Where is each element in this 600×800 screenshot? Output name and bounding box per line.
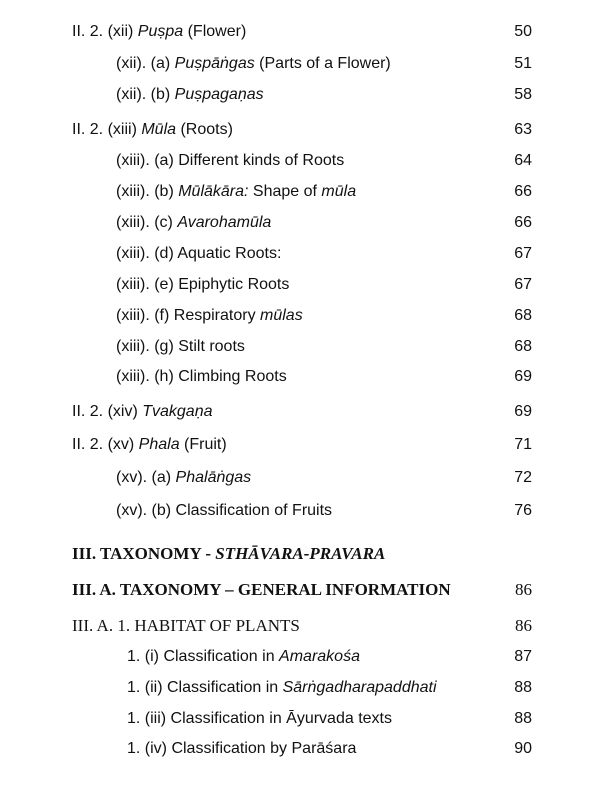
page-number: 90 — [514, 740, 532, 757]
entry-text: (xii). (b) Puṣpagaṇas — [116, 86, 264, 103]
page-number: 66 — [514, 183, 532, 200]
page-number: 66 — [514, 214, 532, 231]
toc-entry-mula — [0, 117, 600, 143]
page-number: 67 — [514, 245, 532, 262]
entry-text: (xiii). (g) Stilt roots — [116, 338, 245, 355]
entry-text: (xiii). (b) Mūlākāra: Shape of mūla — [116, 183, 357, 200]
entry-text: (xiii). (a) Different kinds of Roots — [116, 152, 345, 169]
toc-entry-kinds-of-roots — [0, 148, 600, 174]
heading-text: III. TAXONOMY - STHĀVARA-PRAVARA — [72, 544, 386, 563]
page-number: 72 — [514, 469, 532, 486]
toc-entry-parasara — [0, 736, 600, 762]
toc-entry-classification-of-fruits — [0, 498, 600, 524]
toc-entry-mulakara — [0, 179, 600, 205]
entry-text: 1. (i) Classification in Amarakośa — [127, 648, 360, 665]
toc-entry-pushpa — [0, 19, 600, 45]
entry-text: (xiii). (c) Avarohamūla — [116, 214, 272, 231]
toc-entry-stilt-roots — [0, 334, 600, 360]
toc-heading-general-information — [0, 577, 600, 603]
toc-entry-phalangas — [0, 465, 600, 491]
page-number: 63 — [514, 121, 532, 138]
toc-entry-pushpaganas — [0, 82, 600, 108]
page-number: 69 — [514, 368, 532, 385]
page-number: 69 — [514, 403, 532, 420]
entry-text: (xiii). (e) Epiphytic Roots — [116, 276, 290, 293]
page-number: 88 — [514, 710, 532, 727]
entry-text: (xv). (a) Phalāṅgas — [116, 469, 252, 486]
entry-text: 1. (iii) Classification in Āyurvada texts — [127, 710, 392, 727]
entry-text: 1. (iv) Classification by Parāśara — [127, 740, 357, 757]
toc-entry-amarakosa — [0, 644, 600, 670]
toc-entry-aquatic-roots — [0, 241, 600, 267]
entry-text: II. 2. (xiv) Tvakgaṇa — [72, 403, 213, 420]
toc-entry-sarngadharapaddhati — [0, 675, 600, 701]
entry-text: (xiii). (h) Climbing Roots — [116, 368, 287, 385]
entry-text: II. 2. (xii) Puṣpa (Flower) — [72, 23, 247, 40]
entry-text: (xii). (a) Puṣpāṅgas (Parts of a Flower) — [116, 55, 391, 72]
page-number: 86 — [515, 616, 532, 635]
entry-text: III. A. 1. HABITAT OF PLANTS — [72, 616, 300, 635]
toc-entry-tvakgana — [0, 399, 600, 425]
toc-entry-habitat-of-plants — [0, 613, 600, 639]
entry-text: II. 2. (xv) Phala (Fruit) — [72, 436, 227, 453]
page-number: 67 — [514, 276, 532, 293]
toc-entry-avarohamula — [0, 210, 600, 236]
page-number: 58 — [514, 86, 532, 103]
toc-entry-phala — [0, 432, 600, 458]
page-number: 87 — [514, 648, 532, 665]
page-number: 64 — [514, 152, 532, 169]
toc-heading-taxonomy — [0, 541, 600, 567]
toc-entry-respiratory-mulas — [0, 303, 600, 329]
page-number: 86 — [515, 580, 532, 599]
page-number: 76 — [514, 502, 532, 519]
entry-text: II. 2. (xiii) Mūla (Roots) — [72, 121, 233, 138]
toc-entry-climbing-roots — [0, 364, 600, 390]
entry-text: (xv). (b) Classification of Fruits — [116, 502, 333, 519]
entry-text: (xiii). (d) Aquatic Roots: — [116, 245, 282, 262]
page-number: 68 — [514, 338, 532, 355]
heading-text: III. A. TAXONOMY – GENERAL INFORMATION — [72, 580, 451, 599]
page-number: 68 — [514, 307, 532, 324]
toc-entry-ayurvada-texts — [0, 706, 600, 732]
page-number: 50 — [514, 23, 532, 40]
page-number: 88 — [514, 679, 532, 696]
entry-text: (xiii). (f) Respiratory mūlas — [116, 307, 303, 324]
page-number: 71 — [514, 436, 532, 453]
toc-entry-pushpangas — [0, 51, 600, 77]
toc-entry-epiphytic-roots — [0, 272, 600, 298]
page-number: 51 — [514, 55, 532, 72]
entry-text: 1. (ii) Classification in Sārṅgadharapaddhati — [127, 679, 437, 696]
